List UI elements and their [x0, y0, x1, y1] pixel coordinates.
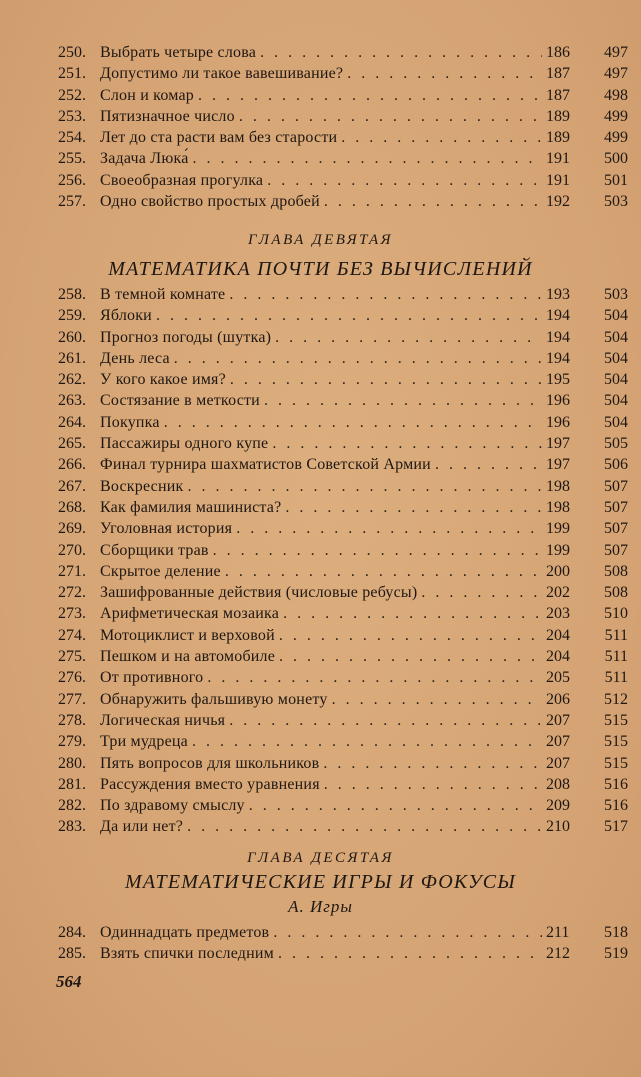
entry-number: 265. [58, 435, 86, 453]
entry-title: Состязание в меткости [100, 392, 260, 410]
entry-answer-page: 497 [604, 65, 628, 83]
entry-answer-page: 510 [604, 605, 628, 623]
toc-entry [58, 284, 628, 305]
toc-entry [58, 753, 628, 774]
entry-answer-page: 504 [604, 392, 628, 410]
entry-title: Яблоки [100, 307, 152, 325]
leader-dots [264, 390, 542, 411]
entry-page: 207 [546, 754, 570, 772]
chapter9-label: ГЛАВА ДЕВЯТАЯ [247, 232, 394, 248]
entry-page: 192 [546, 193, 570, 211]
entry-number: 254. [58, 129, 86, 147]
entry-title: Допустимо ли такое вавешивание? [100, 65, 344, 83]
leader-dots [174, 348, 542, 369]
page-number: 564 [56, 972, 82, 991]
leader-dots [278, 943, 542, 964]
entry-answer-page: 505 [604, 435, 628, 453]
entry-number: 250. [58, 44, 86, 61]
toc-entry [58, 369, 628, 390]
toc-entry [58, 540, 628, 561]
chapter9-title: МАТЕМАТИКА ПОЧТИ БЕЗ ВЫЧИСЛЕНИЙ [108, 258, 533, 280]
entry-page: 212 [546, 945, 570, 963]
entry-number: 278. [58, 711, 86, 729]
entry-title: Логическая ничья [100, 711, 226, 729]
entry-answer-page: 515 [604, 754, 628, 772]
toc-entry [58, 191, 628, 212]
leader-dots [267, 170, 542, 191]
entry-number: 274. [58, 626, 86, 644]
entry-page: 211 [546, 924, 570, 941]
toc-entry [58, 667, 628, 688]
toc-entry [58, 476, 628, 497]
toc-entry [58, 774, 628, 795]
entry-answer-page: 503 [604, 286, 628, 303]
leader-dots [272, 433, 542, 454]
entry-title: Обнаружить фальшивую монету [100, 690, 328, 708]
entry-title: Пять вопросов для школьников [100, 754, 320, 772]
entry-title: У кого какое имя? [100, 371, 226, 389]
entry-title: Рассуждения вместо уравнения [100, 775, 320, 793]
entry-title: Одиннадцать предметов [100, 924, 270, 941]
toc-entry [58, 454, 628, 475]
entry-page: 206 [546, 690, 570, 708]
toc-entry [58, 816, 628, 837]
leader-dots [285, 497, 542, 518]
toc-entry [58, 85, 628, 106]
entry-title: Своеобразная прогулка [100, 171, 264, 189]
entry-page: 191 [546, 150, 570, 168]
leader-dots [273, 922, 542, 943]
leader-dots [279, 646, 542, 667]
entry-title: Слон и комар [100, 86, 194, 104]
entry-page: 207 [546, 711, 570, 729]
entry-title: Да или нет? [100, 818, 184, 836]
entry-page: 208 [546, 775, 570, 793]
entry-number: 266. [58, 456, 86, 474]
entry-answer-page: 507 [604, 477, 628, 495]
toc-entry [58, 433, 628, 454]
toc-entry [58, 412, 628, 433]
toc-entry [58, 497, 628, 518]
entry-answer-page: 504 [604, 328, 628, 346]
entry-title: Сборщики трав [100, 541, 209, 559]
toc-entry [58, 42, 628, 63]
entry-page: 189 [546, 129, 570, 147]
toc-entry [58, 518, 628, 539]
entry-number: 269. [58, 520, 86, 538]
toc-entry [58, 603, 628, 624]
entry-answer-page: 517 [604, 818, 628, 836]
toc-entry [58, 127, 628, 148]
entry-title: Взять спички последним [100, 945, 274, 963]
entry-title: Пешком и на автомобиле [100, 648, 276, 666]
toc-entry [58, 106, 628, 127]
entry-number: 257. [58, 193, 86, 211]
entry-number: 275. [58, 648, 86, 666]
toc-entry [58, 390, 628, 411]
entry-answer-page: 508 [604, 562, 628, 580]
entry-number: 258. [58, 286, 86, 303]
entry-title: Зашифрованные действия (числовые ребусы) [100, 584, 418, 602]
entry-page: 193 [546, 286, 570, 303]
entry-answer-page: 498 [604, 86, 628, 104]
entry-page: 204 [546, 626, 570, 644]
entry-page: 194 [546, 307, 570, 325]
entry-number: 255. [58, 150, 86, 168]
entry-page: 197 [546, 435, 570, 453]
leader-dots [279, 625, 542, 646]
entry-answer-page: 504 [604, 307, 628, 325]
leader-dots [260, 42, 542, 63]
toc-entry [58, 922, 628, 943]
entry-title: Как фамилия машиниста? [100, 498, 282, 516]
entry-number: 260. [58, 328, 86, 346]
entry-page: 207 [546, 733, 570, 751]
entry-page: 194 [546, 328, 570, 346]
entry-answer-page: 511 [604, 626, 628, 644]
entry-number: 259. [58, 307, 86, 325]
entry-page: 203 [546, 605, 570, 623]
entry-answer-page: 512 [604, 690, 628, 708]
entry-answer-page: 507 [604, 541, 628, 559]
chapter10-title: МАТЕМАТИЧЕСКИЕ ИГРЫ И ФОКУСЫ [125, 871, 516, 893]
entry-title: Три мудреца [100, 733, 188, 751]
entry-answer-page: 497 [604, 44, 628, 61]
leader-dots [193, 148, 542, 169]
entry-answer-page: 500 [604, 150, 628, 168]
leader-dots [341, 127, 542, 148]
entry-answer-page: 518 [604, 924, 628, 941]
leader-dots [229, 710, 542, 731]
toc-entry [58, 561, 628, 582]
entry-page: 196 [546, 392, 570, 410]
chapter10-label: ГЛАВА ДЕСЯТАЯ [247, 850, 394, 866]
entry-title: Арифметическая мозаика [100, 605, 280, 623]
entry-answer-page: 504 [604, 349, 628, 367]
toc-entry [58, 148, 628, 169]
entry-number: 281. [58, 775, 86, 793]
entry-title: От противного [100, 669, 204, 687]
entry-number: 251. [58, 65, 86, 83]
entry-answer-page: 504 [604, 413, 628, 431]
entry-page: 199 [546, 541, 570, 559]
entry-page: 187 [546, 65, 570, 83]
leader-dots [164, 412, 542, 433]
entry-number: 270. [58, 541, 86, 559]
leader-dots [249, 795, 542, 816]
entry-answer-page: 516 [604, 775, 628, 793]
entry-answer-page: 515 [604, 711, 628, 729]
toc-entry [58, 943, 628, 964]
entry-answer-page: 507 [604, 498, 628, 516]
entry-title: Покупка [100, 413, 160, 431]
leader-dots [323, 753, 542, 774]
entry-number: 283. [58, 818, 86, 836]
entry-number: 272. [58, 584, 86, 602]
entry-title: Лет до ста расти вам без старости [100, 129, 338, 147]
entry-page: 191 [546, 171, 570, 189]
entry-number: 263. [58, 392, 86, 410]
entry-number: 262. [58, 371, 86, 389]
entry-answer-page: 507 [604, 520, 628, 538]
leader-dots [187, 476, 542, 497]
leader-dots [421, 582, 542, 603]
entry-answer-page: 511 [604, 669, 628, 687]
entry-number: 277. [58, 690, 86, 708]
entry-title: Выбрать четыре слова [100, 44, 257, 61]
entry-title: Воскресник [100, 477, 184, 495]
entry-page: 200 [546, 562, 570, 580]
toc-entry [58, 731, 628, 752]
entry-title: В темной комнате [100, 286, 226, 303]
entry-page: 196 [546, 413, 570, 431]
entry-answer-page: 499 [604, 129, 628, 147]
entry-page: 205 [546, 669, 570, 687]
entry-answer-page: 519 [604, 945, 628, 963]
section-title: А. Игры [288, 897, 353, 916]
toc-block-chapter9 [58, 284, 628, 838]
entry-number: 273. [58, 605, 86, 623]
leader-dots [324, 774, 542, 795]
entry-page: 198 [546, 477, 570, 495]
entry-title: Уголовная история [100, 520, 233, 538]
toc-entry [58, 795, 628, 816]
entry-answer-page: 506 [604, 456, 628, 474]
entry-number: 261. [58, 349, 86, 367]
entry-number: 285. [58, 945, 86, 963]
leader-dots [207, 667, 542, 688]
leader-dots [225, 561, 542, 582]
entry-title: Пассажиры одного купе [100, 435, 269, 453]
entry-answer-page: 504 [604, 371, 628, 389]
entry-title: День леса [100, 349, 170, 367]
toc-entry [58, 689, 628, 710]
entry-number: 268. [58, 498, 86, 516]
entry-title: Пятизначное число [100, 107, 235, 125]
toc-entry [58, 63, 628, 84]
toc-entry [58, 625, 628, 646]
leader-dots [213, 540, 542, 561]
entry-number: 276. [58, 669, 86, 687]
entry-title: Мотоциклист и верховой [100, 626, 275, 644]
entry-title: Одно свойство простых дробей [100, 193, 320, 211]
leader-dots [187, 816, 542, 837]
entry-answer-page: 499 [604, 107, 628, 125]
toc-entry [58, 710, 628, 731]
toc-entry [58, 348, 628, 369]
entry-answer-page: 503 [604, 193, 628, 211]
entry-number: 282. [58, 797, 86, 815]
leader-dots [239, 106, 542, 127]
entry-answer-page: 516 [604, 797, 628, 815]
leader-dots [156, 305, 542, 326]
leader-dots [324, 191, 542, 212]
leader-dots [236, 518, 542, 539]
entry-number: 264. [58, 413, 86, 431]
toc-entry [58, 582, 628, 603]
toc-entry [58, 305, 628, 326]
entry-page: 202 [546, 584, 570, 602]
entry-title: По здравому смыслу [100, 797, 245, 815]
entry-page: 204 [546, 648, 570, 666]
entry-number: 284. [58, 924, 86, 941]
toc-entry [58, 170, 628, 191]
leader-dots [230, 369, 542, 390]
entry-number: 253. [58, 107, 86, 125]
entry-answer-page: 501 [604, 171, 628, 189]
entry-number: 271. [58, 562, 86, 580]
entry-page: 189 [546, 107, 570, 125]
entry-page: 210 [546, 818, 570, 836]
entry-page: 198 [546, 498, 570, 516]
entry-page: 209 [546, 797, 570, 815]
entry-answer-page: 515 [604, 733, 628, 751]
entry-number: 267. [58, 477, 86, 495]
leader-dots [198, 85, 542, 106]
entry-title: Скрытое деление [100, 562, 221, 580]
entry-number: 279. [58, 733, 86, 751]
leader-dots [435, 454, 542, 475]
entry-page: 197 [546, 456, 570, 474]
toc-block-chapter10 [58, 922, 628, 965]
leader-dots [332, 689, 542, 710]
entry-title: Финал турнира шахматистов Советской Армии [100, 456, 431, 474]
entry-number: 252. [58, 86, 86, 104]
entry-answer-page: 511 [604, 648, 628, 666]
leader-dots [229, 284, 542, 305]
leader-dots [192, 731, 542, 752]
leader-dots [275, 327, 542, 348]
entry-title: Задача Люка́ [100, 150, 189, 168]
entry-number: 256. [58, 171, 86, 189]
toc-block-top [58, 42, 628, 212]
toc-entry [58, 327, 628, 348]
leader-dots [283, 603, 542, 624]
entry-page: 186 [546, 44, 570, 61]
entry-number: 280. [58, 754, 86, 772]
entry-page: 199 [546, 520, 570, 538]
entry-title: Прогноз погоды (шутка) [100, 328, 272, 346]
toc-entry [58, 646, 628, 667]
leader-dots [347, 63, 542, 84]
entry-page: 195 [546, 371, 570, 389]
entry-page: 194 [546, 349, 570, 367]
entry-page: 187 [546, 86, 570, 104]
entry-answer-page: 508 [604, 584, 628, 602]
